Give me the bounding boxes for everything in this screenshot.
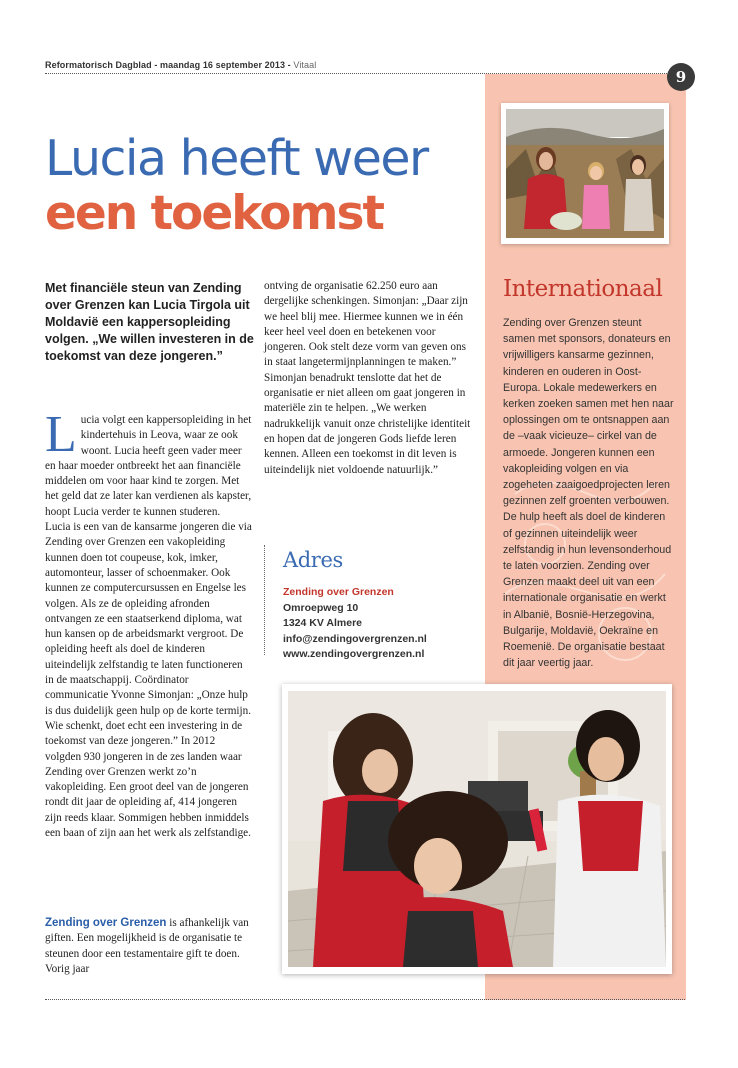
article-column-1	[45, 406, 253, 841]
address-title: Adres	[283, 548, 343, 572]
paragraph: Lucia is een van de kansarme jongeren die via Zending over Grenzen een vakopleiding kunnen doen tot coupeuse, kok, imker, automonteur, lasser of schoenmaker. Ook kunnen ze computercursussen en Engelse les volgen. Als ze de opleiding afronden ontvangen ze een staatserkend diploma, wat hun kansen op de arbeidsmarkt vergroot. De opleiding heeft als doel de kinderen uiteindelijk zelfstandig te laten functioneren in de maatschappij. Coördinator communicatie Yvonne Simonjan: „Onze hulp is dus duidelijk geen hulp op de korte termijn. Wie schenkt, doet echt een investering in de toekomst van deze jongeren.” In 2012 volgden 930 jongeren in de zes landen waar Zending over Grenzen werkt zo’n vakopleiding. Een groot deel van de jongeren rondt dit jaar de opleiding af, 414 jongeren zijn reeds klaar. Sommigen hebben inmiddels een baan of zijn aan het werk als zelfstandige.	[45, 521, 252, 840]
header-publication: Reformatorisch Dagblad - maandag 16 september 2013 -	[45, 60, 294, 70]
sidebar-photo	[501, 103, 669, 244]
page-header	[45, 60, 316, 70]
header-section: Vitaal	[293, 60, 317, 70]
sidebar-text: Zending over Grenzen steunt samen met sponsors, donateurs en vrijwilligers kansarme gezinnen, kinderen en ouderen in Oost-Europa. Lokale medewerkers en kerken zoeken samen met hen naar oplossingen om te ontsnappen aan de –vaak vicieuze– cirkel van de armoede. Jongeren kunnen een vakopleiding volgen en via zogeheten zaaigoedprojecten leren gezinnen zelf groenten verbouwen. De hulp heeft als doel de kinderen of gezinnen uiteindelijk weer zelfstandig in hun levensonderhoud te laten voorzien. Zending over Grenzen maakt deel uit van een internationale organisatie en werkt in Albanië, Bosnië-Herzegovina, Bulgarije, Moldavië, Oekraïne en Roemenië. De organisatie bestaat dit jaar veertig jaar.	[503, 317, 674, 670]
address-website[interactable]: www.zendingovergrenzen.nl	[283, 648, 425, 661]
hairdressing-lesson-image	[288, 691, 666, 967]
headline-line-2: een toekomst	[45, 186, 383, 241]
headline-line-1: Lucia heeft weer	[45, 130, 428, 187]
address-org: Zending over Grenzen	[283, 586, 394, 598]
sidebar-title: Internationaal	[503, 276, 663, 302]
paragraph: Simonjan benadrukt tenslotte dat het de organisatie er niet alleen om gaat jongeren in materiële zin te helpen. „We werken nadrukkelijk vanuit onze christelijke identiteit en hopen dat de jongeren Gods liefde leren kennen. Alleen een toekomst in dit leven is uiteindelijk niet voldoende natuurlijk.”	[264, 371, 471, 476]
page-number-badge: 9	[667, 63, 695, 91]
paragraph: ucia volgt een kappersopleiding in het kindertehuis in Leova, waar ze ook woont. Lucia heeft geen vader meer en haar moeder ontbreekt het aan financiële middelen om voor haar kind te zorgen. Met het geld dat ze later kan verdienen als kapster, hoopt Lucia verder te kunnen studeren.	[45, 414, 252, 518]
org-name-highlight: Zending over Grenzen	[45, 917, 167, 929]
paragraph: ontving de organisatie 62.250 euro aan dergelijke schenkingen. Simonjan: „Daar zijn we heel blij mee. Hiermee kunnen we in één keer heel veel doen en betekenen voor jongeren. Ook stelt deze vorm van geven ons in staat langetermijnplanningen te maken.”	[264, 280, 468, 369]
address-email[interactable]: info@zendingovergrenzen.nl	[283, 632, 427, 645]
footer-divider	[45, 999, 685, 1000]
address-street: Omroepweg 10	[283, 601, 359, 614]
article-column-2	[264, 279, 474, 478]
address-divider	[264, 545, 265, 655]
address-block	[283, 585, 427, 663]
main-photo	[282, 684, 672, 974]
article-column-1-end	[45, 916, 253, 977]
intro-lead: Met financiële steun van Zending over Grenzen kan Lucia Tirgola uit Moldavië een kappersopleiding volgen. „We willen investeren in de toekomst van deze jongeren.”	[45, 281, 254, 363]
address-city: 1324 KV Almere	[283, 617, 362, 630]
paragraph: is afhankelijk van giften. Een mogelijkheid is de organisatie te steunen door een testamentaire gift te doen. Vorig jaar	[45, 917, 249, 975]
children-in-field-image	[506, 109, 664, 238]
drop-cap: L	[45, 406, 77, 463]
